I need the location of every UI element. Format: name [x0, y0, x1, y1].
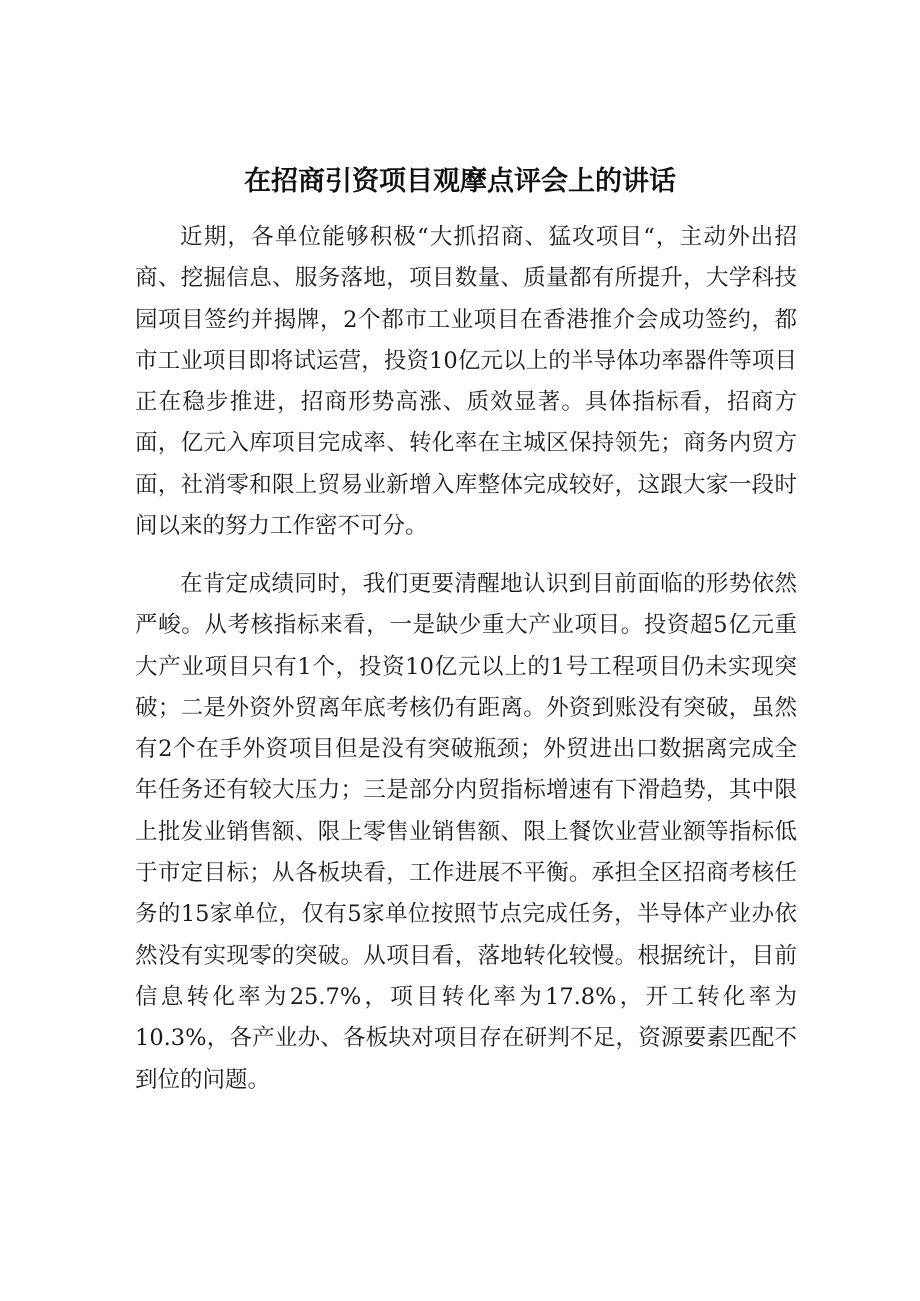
paragraph-challenges: 在肯定成绩同时，我们更要清醒地认识到目前面临的形势依然严峻。从考核指标来看，一是缺少重大产业项目。投资超5亿元重大产业项目只有1个，投资10亿元以上的1号工程项目仍未实现突破；二是外资外贸离年底考核仍有距离。外资到账没有突破，虽然有2个在手外资项目但是没有突破瓶颈；外贸进出口数据离完成全年任务还有较大压力；三是部分内贸指标增速有下滑趋势，其中限上批发业销售额、限上零售业销售额、限上餐饮业营业额等指标低于市定目标；从各板块看，工作进展不平衡。承担全区招商考核任务的15家单位，仅有5家单位按照节点完成任务，半导体产业办依然没有实现零的突破。从项目看，落地转化较慢。根据统计，目前信息转化率为25.7%，项目转化率为17.8%，开工转化率为10.3%，各产业办、各板块对项目存在研判不足，资源要素匹配不到位的问题。	[135, 571, 797, 1093]
paragraph-achievements: 近期，各单位能够积极“大抓招商、猛攻项目“，主动外出招商、挖掘信息、服务落地，项目数量、质量都有所提升，大学科技园项目签约并揭牌，2个都市工业项目在香港推介会成功签约，都市工业项目即将试运营，投资10亿元以上的半导体功率器件等项目正在稳步推进，招商形势高涨、质效显著。具体指标看，招商方面，亿元入库项目完成率、转化率在主城区保持领先；商务内贸方面，社消零和限上贸易业新增入库整体完成较好，这跟大家一段时间以来的努力工作密不可分。	[135, 224, 797, 540]
document-title: 在招商引资项目观摩点评会上的讲话	[244, 166, 676, 197]
